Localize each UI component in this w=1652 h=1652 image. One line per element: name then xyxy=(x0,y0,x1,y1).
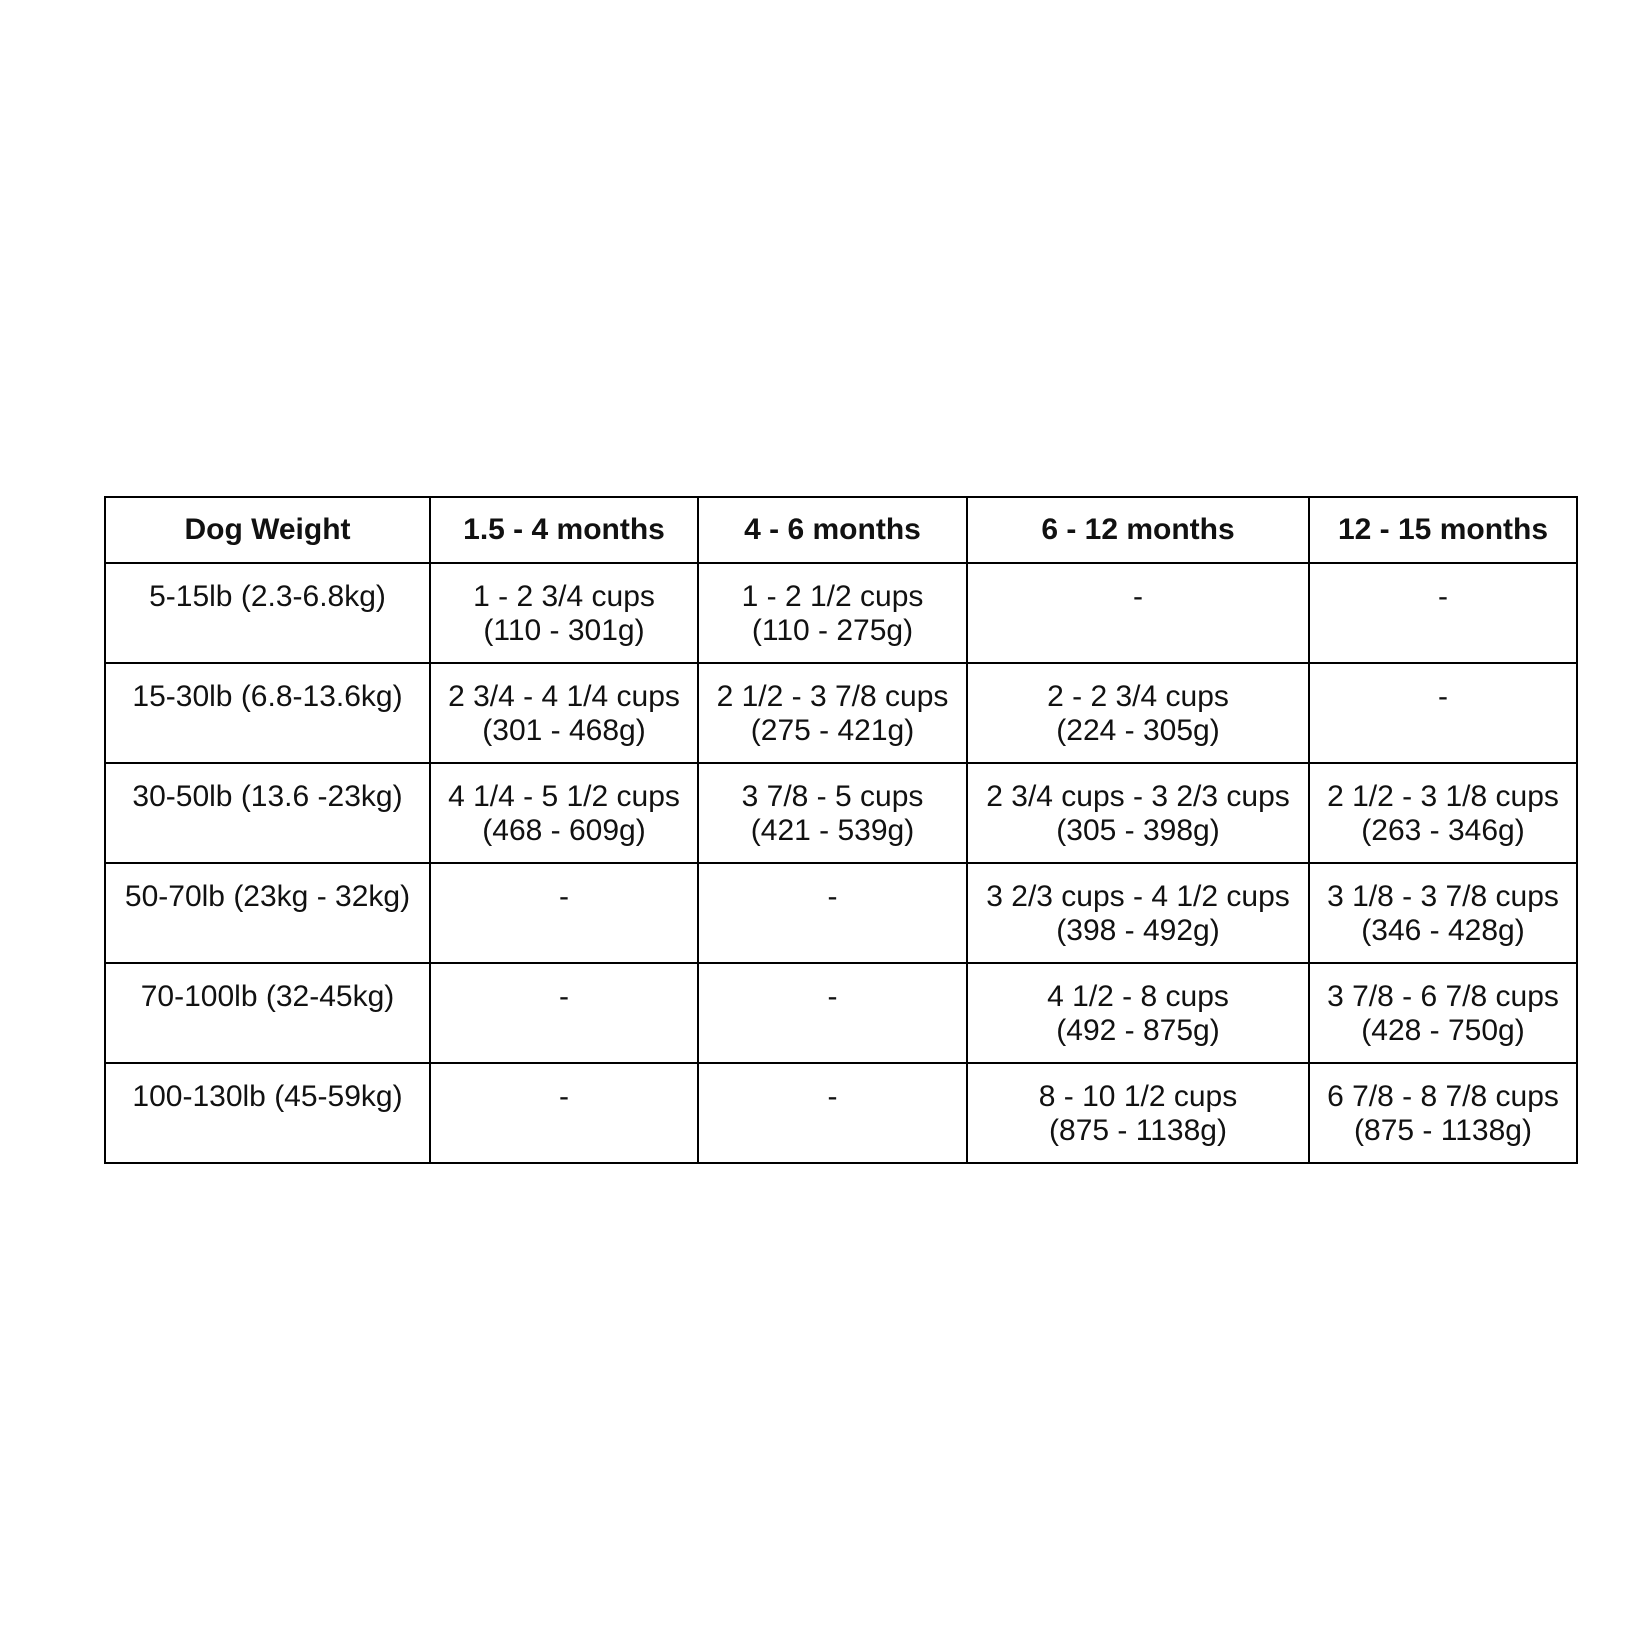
grams-amount: (468 - 609g) xyxy=(482,814,646,847)
cups-amount: 2 - 2 3/4 cups xyxy=(1047,680,1229,713)
weight-label: 15-30lb (6.8-13.6kg) xyxy=(132,680,403,713)
header-4-6-months: 4 - 6 months xyxy=(698,497,967,563)
amount-cell xyxy=(967,763,1309,863)
cups-amount: 1 - 2 3/4 cups xyxy=(473,580,655,613)
amount-cell xyxy=(1309,763,1577,863)
cups-amount: - xyxy=(827,1080,838,1113)
weight-cell xyxy=(105,563,430,663)
cups-amount: - xyxy=(827,980,838,1013)
table-header-row xyxy=(105,497,1577,563)
feeding-table-container xyxy=(104,496,1578,1164)
cups-amount: - xyxy=(827,880,838,913)
amount-cell xyxy=(1309,863,1577,963)
cups-amount: 4 1/2 - 8 cups xyxy=(1047,980,1229,1013)
amount-cell xyxy=(430,663,698,763)
amount-cell xyxy=(430,763,698,863)
amount-cell xyxy=(1309,663,1577,763)
amount-cell xyxy=(698,863,967,963)
header-dog-weight: Dog Weight xyxy=(105,497,430,563)
amount-cell xyxy=(430,963,698,1063)
weight-cell xyxy=(105,663,430,763)
cups-amount: 2 3/4 - 4 1/4 cups xyxy=(448,680,680,713)
weight-label: 5-15lb (2.3-6.8kg) xyxy=(149,580,386,613)
table-row xyxy=(105,863,1577,963)
amount-cell xyxy=(698,663,967,763)
table-row xyxy=(105,663,1577,763)
cups-amount: - xyxy=(1438,680,1448,713)
table-row xyxy=(105,1063,1577,1163)
cups-amount: 2 1/2 - 3 7/8 cups xyxy=(716,680,949,713)
amount-cell xyxy=(698,563,967,663)
weight-label: 100-130lb (45-59kg) xyxy=(132,1080,403,1113)
grams-amount: (428 - 750g) xyxy=(1361,1014,1525,1047)
cups-amount: 2 3/4 cups - 3 2/3 cups xyxy=(986,780,1290,813)
cups-amount: 3 1/8 - 3 7/8 cups xyxy=(1327,880,1559,913)
cups-amount: 3 7/8 - 6 7/8 cups xyxy=(1327,980,1559,1013)
grams-amount: (275 - 421g) xyxy=(750,714,915,747)
grams-amount: (492 - 875g) xyxy=(1056,1014,1220,1047)
table-row xyxy=(105,763,1577,863)
amount-cell xyxy=(1309,563,1577,663)
amount-cell xyxy=(698,1063,967,1163)
amount-cell xyxy=(430,863,698,963)
grams-amount: (110 - 275g) xyxy=(751,614,914,647)
cups-amount: - xyxy=(559,880,569,913)
cups-amount: - xyxy=(1438,580,1448,613)
amount-cell xyxy=(967,963,1309,1063)
amount-cell xyxy=(967,863,1309,963)
cups-amount: 3 2/3 cups - 4 1/2 cups xyxy=(986,880,1290,913)
amount-cell xyxy=(967,1063,1309,1163)
grams-amount: (421 - 539g) xyxy=(750,814,915,847)
cups-amount: - xyxy=(1133,580,1143,613)
amount-cell xyxy=(967,563,1309,663)
weight-label: 50-70lb (23kg - 32kg) xyxy=(124,880,411,913)
table-row xyxy=(105,563,1577,663)
amount-cell xyxy=(698,763,967,863)
weight-cell xyxy=(105,1063,430,1163)
weight-label: 70-100lb (32-45kg) xyxy=(140,980,395,1013)
grams-amount: (301 - 468g) xyxy=(482,714,646,747)
feeding-chart-table xyxy=(104,496,1578,1164)
weight-cell xyxy=(105,863,430,963)
header-12-15-months: 12 - 15 months xyxy=(1309,497,1577,563)
cups-amount: - xyxy=(559,1080,569,1113)
cups-amount: 2 1/2 - 3 1/8 cups xyxy=(1327,780,1559,813)
weight-label: 30-50lb (13.6 -23kg) xyxy=(132,780,403,813)
grams-amount: (346 - 428g) xyxy=(1361,914,1525,947)
cups-amount: 3 7/8 - 5 cups xyxy=(741,780,924,813)
grams-amount: (875 - 1138g) xyxy=(1354,1114,1532,1147)
grams-amount: (398 - 492g) xyxy=(1056,914,1220,947)
amount-cell xyxy=(430,1063,698,1163)
header-6-12-months: 6 - 12 months xyxy=(967,497,1309,563)
amount-cell xyxy=(430,563,698,663)
amount-cell xyxy=(967,663,1309,763)
header-1-5-4-months: 1.5 - 4 months xyxy=(430,497,698,563)
grams-amount: (305 - 398g) xyxy=(1056,814,1220,847)
grams-amount: (224 - 305g) xyxy=(1056,714,1220,747)
grams-amount: (875 - 1138g) xyxy=(1049,1114,1227,1147)
cups-amount: 6 7/8 - 8 7/8 cups xyxy=(1327,1080,1559,1113)
grams-amount: (110 - 301g) xyxy=(483,614,645,647)
amount-cell xyxy=(1309,1063,1577,1163)
cups-amount: 1 - 2 1/2 cups xyxy=(741,580,924,613)
cups-amount: - xyxy=(559,980,569,1013)
grams-amount: (263 - 346g) xyxy=(1361,814,1525,847)
weight-cell xyxy=(105,763,430,863)
amount-cell xyxy=(1309,963,1577,1063)
amount-cell xyxy=(698,963,967,1063)
table-row xyxy=(105,963,1577,1063)
weight-cell xyxy=(105,963,430,1063)
cups-amount: 4 1/4 - 5 1/2 cups xyxy=(448,780,680,813)
cups-amount: 8 - 10 1/2 cups xyxy=(1038,1080,1238,1113)
